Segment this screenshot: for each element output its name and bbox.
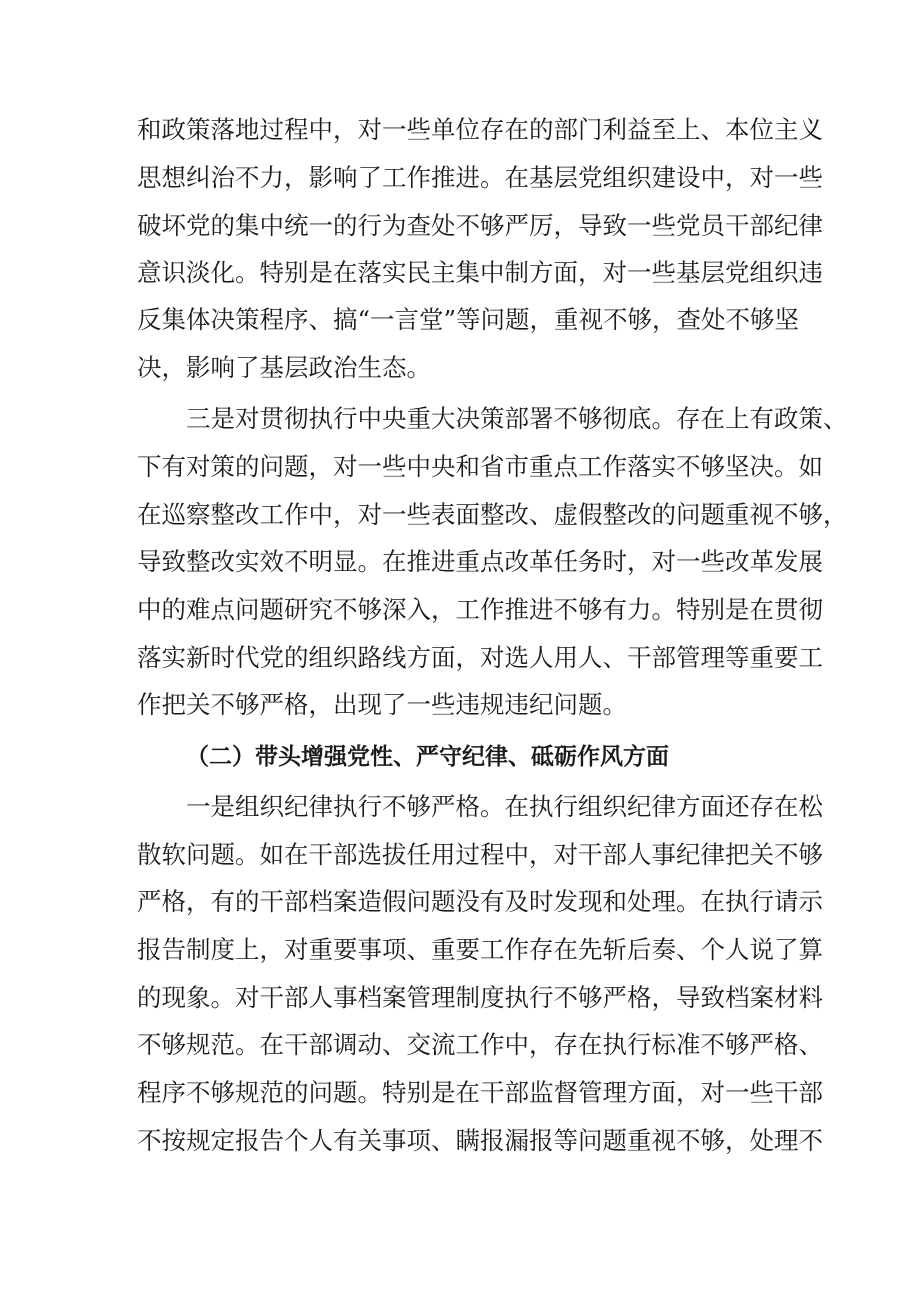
paragraph-3-line-4: 报告制度上，对重要事项、重要工作存在先斩后奏、个人说了算 — [137, 935, 823, 964]
paragraph-3-line-6: 不够规范。在干部调动、交流工作中，存在执行标准不够严格、 — [137, 1030, 823, 1059]
paragraph-2-line-3: 在巡察整改工作中，对一些表面整改、虚假整改的问题重视不够， — [137, 500, 848, 529]
paragraph-2-line-2: 下有对策的问题，对一些中央和省市重点工作落实不够坚决。如 — [137, 452, 823, 481]
paragraph-2-line-7: 作把关不够严格，出现了一些违规违纪问题。 — [137, 690, 627, 719]
paragraph-3-line-2: 散软问题。如在干部选拔任用过程中，对干部人事纪律把关不够 — [137, 840, 823, 869]
paragraph-3-line-5: 的现象。对干部人事档案管理制度执行不够严格，导致档案材料 — [137, 983, 823, 1012]
paragraph-2-line-1: 三是对贯彻执行中央重大决策部署不够彻底。存在上有政策、 — [186, 404, 848, 433]
paragraph-1-line-3: 破坏党的集中统一的行为查处不够严厉，导致一些党员干部纪律 — [137, 211, 823, 240]
paragraph-1-line-1: 和政策落地过程中，对一些单位存在的部门利益至上、本位主义 — [137, 115, 823, 144]
paragraph-3-line-3: 严格，有的干部档案造假问题没有及时发现和处理。在执行请示 — [137, 887, 823, 916]
paragraph-1-line-4: 意识淡化。特别是在落实民主集中制方面，对一些基层党组织违 — [137, 258, 823, 287]
section-heading: （二）带头增强党性、严守纪律、砥砺作风方面 — [186, 744, 669, 770]
paragraph-2-line-5: 中的难点问题研究不够深入，工作推进不够有力。特别是在贯彻 — [137, 595, 823, 624]
paragraph-1-line-6: 决，影响了基层政治生态。 — [137, 353, 431, 382]
paragraph-1-line-5: 反集体决策程序、搞“一言堂”等问题，重视不够，查处不够坚 — [137, 305, 800, 334]
paragraph-2-line-6: 落实新时代党的组织路线方面，对选人用人、干部管理等重要工 — [137, 643, 823, 672]
paragraph-1-line-2: 思想纠治不力，影响了工作推进。在基层党组织建设中，对一些 — [137, 163, 823, 192]
paragraph-3-line-8: 不按规定报告个人有关事项、瞒报漏报等问题重视不够，处理不 — [137, 1126, 823, 1155]
paragraph-2-line-4: 导致整改实效不明显。在推进重点改革任务时，对一些改革发展 — [137, 547, 823, 576]
paragraph-3-line-7: 程序不够规范的问题。特别是在干部监督管理方面，对一些干部 — [137, 1078, 823, 1107]
paragraph-3-line-1: 一是组织纪律执行不够严格。在执行组织纪律方面还存在松 — [186, 792, 823, 821]
